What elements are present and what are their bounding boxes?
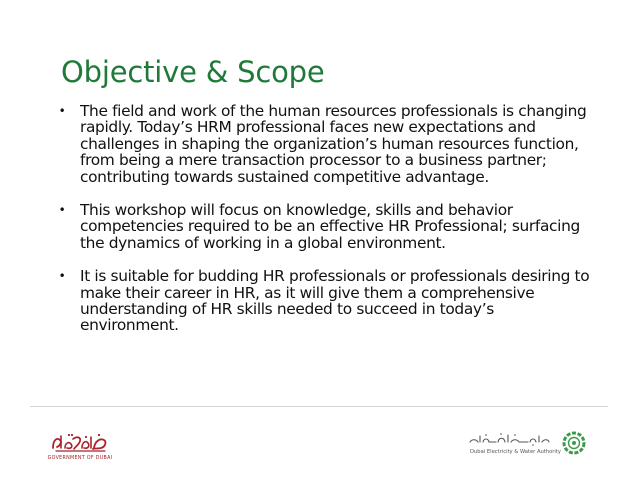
slide-title: Objective & Scope <box>61 55 325 89</box>
bullet-marker: • <box>58 269 66 284</box>
dewa-logo <box>468 424 588 464</box>
bullet-list <box>57 103 597 334</box>
svg-text:Dubai Electricity & Water Auth: Dubai Electricity & Water Authority <box>470 449 561 455</box>
bullet-item <box>57 202 597 251</box>
bullet-item <box>57 103 597 185</box>
bullet-item <box>57 268 597 334</box>
government-of-dubai-logo <box>47 428 113 462</box>
bullet-marker: • <box>58 104 66 118</box>
svg-text:GOVERNMENT OF DUBAI: GOVERNMENT OF DUBAI <box>47 456 113 461</box>
bullet-text: The field and work of the human resources professionals is changing rapidly. Today’s HRM professional faces new expectations and challenges in shaping the organization’s human resources function, from being a mere transaction processor to a business partner; contributing towards sustained competitive advantage. <box>80 102 587 186</box>
bullet-marker: • <box>58 203 66 218</box>
bullet-text: This workshop will focus on knowledge, skills and behavior competencies required to be an effective HR Professional; surfacing the dynamics of working in a global environment. <box>80 201 580 252</box>
bullet-text: It is suitable for budding HR professionals or professionals desiring to make their career in HR, as it will give them a comprehensive understanding of HR skills needed to succeed in today’s environment. <box>80 267 590 335</box>
footer-divider <box>30 406 608 407</box>
